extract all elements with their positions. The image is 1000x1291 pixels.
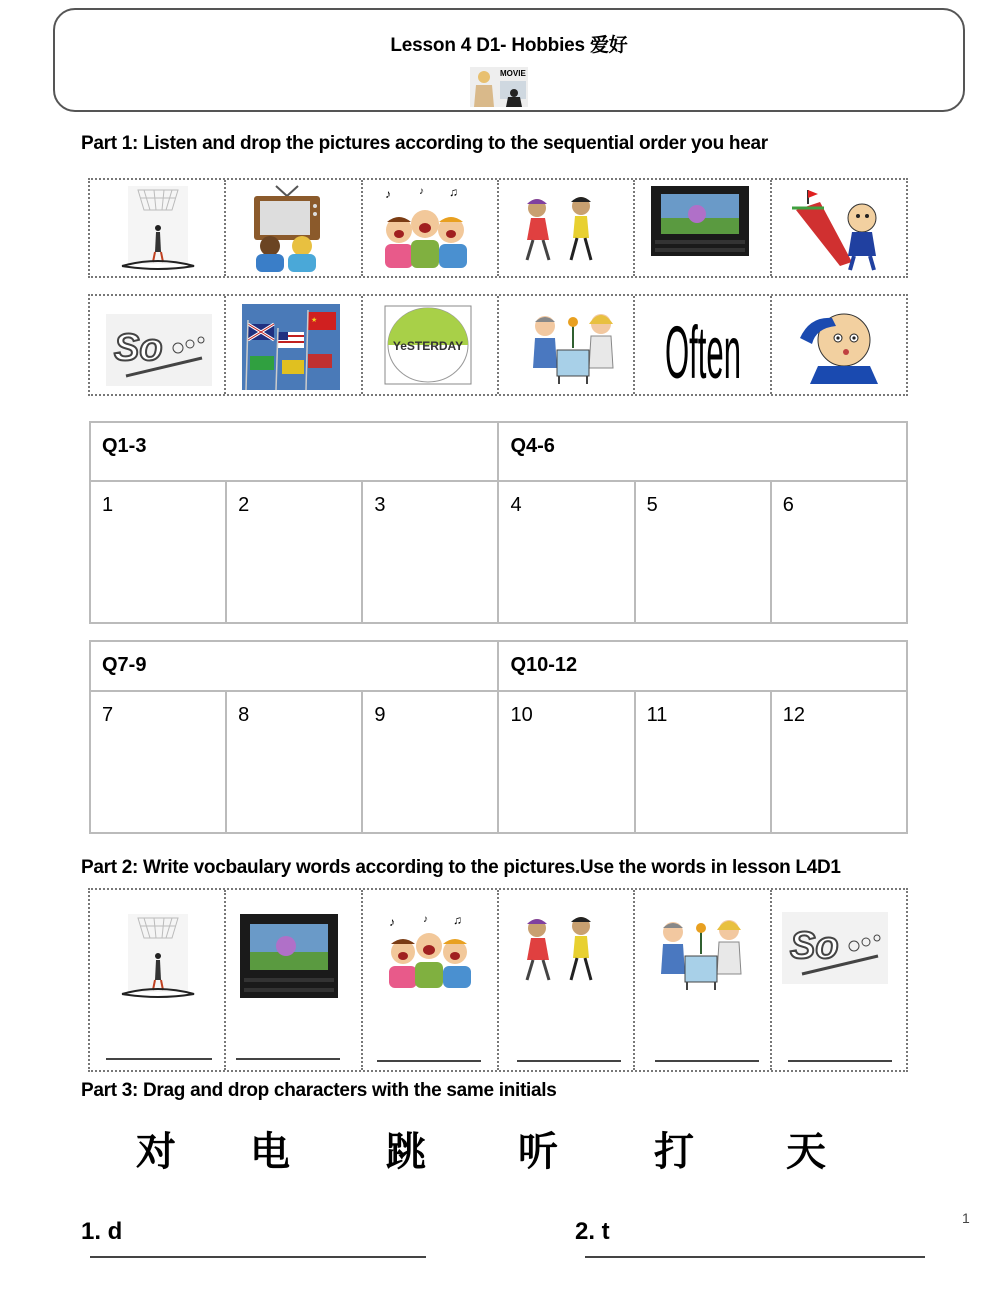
drag-picture-cinema[interactable] bbox=[635, 180, 771, 276]
cinema-screen-icon bbox=[240, 914, 338, 998]
dancing-icon bbox=[515, 194, 607, 266]
drag-picture-dancing[interactable] bbox=[499, 180, 635, 276]
answer-line[interactable] bbox=[236, 1058, 340, 1060]
drop-slot-11[interactable]: 11 bbox=[635, 691, 771, 833]
lesson-header bbox=[53, 8, 965, 112]
yesterday-icon bbox=[385, 306, 471, 384]
svg-text:♪: ♪ bbox=[388, 915, 395, 929]
drag-picture-often[interactable] bbox=[635, 296, 771, 394]
drag-picture-basketball[interactable] bbox=[90, 180, 226, 276]
drop-slot-7[interactable]: 7 bbox=[90, 691, 226, 833]
vocab-item-singing bbox=[363, 890, 499, 1070]
movie-poster-icon bbox=[470, 67, 528, 107]
answer-table-q7-12 bbox=[89, 640, 908, 834]
table-header: Q1-3 bbox=[90, 422, 498, 481]
drag-picture-golf[interactable] bbox=[772, 180, 906, 276]
drop-line-d[interactable] bbox=[90, 1256, 426, 1258]
thinking-boy-icon bbox=[796, 308, 886, 384]
part1-picture-row-2 bbox=[88, 294, 908, 396]
answer-line[interactable] bbox=[377, 1060, 481, 1062]
dining-couple-icon bbox=[525, 304, 621, 384]
so-word-text: So bbox=[789, 925, 839, 967]
vocab-item-so bbox=[772, 890, 906, 1070]
basketball-icon bbox=[120, 186, 196, 272]
drop-slot-10[interactable]: 10 bbox=[498, 691, 634, 833]
drop-slot-4[interactable]: 4 bbox=[498, 481, 634, 623]
cinema-screen-icon bbox=[651, 186, 749, 256]
draggable-char-tiao[interactable]: 跳 bbox=[386, 1129, 426, 1175]
singing-icon bbox=[383, 912, 477, 988]
drop-slot-5[interactable]: 5 bbox=[635, 481, 771, 623]
answer-line[interactable] bbox=[517, 1060, 621, 1062]
tv-watching-icon bbox=[240, 184, 334, 272]
svg-text:♫: ♫ bbox=[448, 185, 458, 199]
answer-line[interactable] bbox=[106, 1058, 212, 1060]
vocab-item-dancing bbox=[499, 890, 635, 1070]
answer-table-q1-6 bbox=[89, 421, 908, 624]
drop-slot-8[interactable]: 8 bbox=[226, 691, 362, 833]
dancing-icon bbox=[515, 914, 607, 986]
vocab-item-cinema bbox=[226, 890, 362, 1070]
draggable-char-da[interactable]: 打 bbox=[654, 1129, 694, 1175]
drop-line-t[interactable] bbox=[585, 1256, 925, 1258]
drop-slot-6[interactable]: 6 bbox=[771, 481, 907, 623]
draggable-char-dian[interactable]: 电 bbox=[250, 1129, 290, 1175]
golf-icon bbox=[790, 186, 886, 272]
drag-picture-yesterday[interactable] bbox=[363, 296, 499, 394]
svg-text:♪: ♪ bbox=[418, 186, 424, 197]
movie-label: MOVIE bbox=[500, 69, 526, 78]
answer-label-d: 1. d bbox=[81, 1218, 123, 1245]
drag-picture-tv[interactable] bbox=[226, 180, 362, 276]
drag-picture-thinking[interactable] bbox=[772, 296, 906, 394]
page-number: 1 bbox=[962, 1210, 970, 1226]
so-word-icon bbox=[106, 314, 212, 386]
part1-instruction: Part 1: Listen and drop the pictures according to the sequential order you hear bbox=[81, 133, 768, 154]
dining-couple-icon bbox=[653, 910, 749, 990]
answer-line[interactable] bbox=[655, 1060, 759, 1062]
draggable-char-dui[interactable]: 对 bbox=[136, 1129, 176, 1175]
drag-picture-so[interactable] bbox=[90, 296, 226, 394]
so-word-text: So bbox=[114, 327, 163, 369]
svg-text:♪: ♪ bbox=[384, 187, 391, 201]
table-header: Q7-9 bbox=[90, 641, 498, 691]
vocab-item-dining bbox=[635, 890, 771, 1070]
draggable-char-ting[interactable]: 听 bbox=[518, 1129, 558, 1175]
drop-slot-1[interactable]: 1 bbox=[90, 481, 226, 623]
yesterday-text: YeSTERDAY bbox=[392, 339, 463, 353]
drag-picture-singing[interactable] bbox=[363, 180, 499, 276]
so-word-icon bbox=[782, 912, 888, 984]
often-word-icon bbox=[661, 304, 745, 394]
drop-slot-12[interactable]: 12 bbox=[771, 691, 907, 833]
basketball-icon bbox=[120, 914, 196, 1000]
svg-text:♫: ♫ bbox=[452, 913, 462, 927]
often-word-text: Often bbox=[665, 311, 742, 394]
flags-icon bbox=[242, 304, 340, 390]
drag-picture-flags[interactable] bbox=[226, 296, 362, 394]
singing-icon bbox=[379, 184, 473, 270]
svg-text:★: ★ bbox=[311, 317, 318, 324]
drop-slot-2[interactable]: 2 bbox=[226, 481, 362, 623]
lesson-title: Lesson 4 D1- Hobbies 爱好 bbox=[390, 35, 628, 56]
answer-line[interactable] bbox=[788, 1060, 892, 1062]
svg-text:♪: ♪ bbox=[422, 914, 428, 925]
table-header: Q10-12 bbox=[498, 641, 907, 691]
part2-instruction: Part 2: Write vocbaulary words according to the pictures.Use the words in lesson L4D1 bbox=[81, 857, 841, 878]
table-header: Q4-6 bbox=[498, 422, 907, 481]
drop-slot-9[interactable]: 9 bbox=[362, 691, 498, 833]
vocab-item-basketball bbox=[90, 890, 226, 1070]
part1-picture-row-1 bbox=[88, 178, 908, 278]
drop-slot-3[interactable]: 3 bbox=[362, 481, 498, 623]
draggable-char-tian[interactable]: 天 bbox=[786, 1129, 826, 1175]
part3-instruction: Part 3: Drag and drop characters with the same initials bbox=[81, 1080, 557, 1101]
part2-picture-row bbox=[88, 888, 908, 1072]
drag-picture-dining[interactable] bbox=[499, 296, 635, 394]
answer-label-t: 2. t bbox=[575, 1218, 610, 1245]
